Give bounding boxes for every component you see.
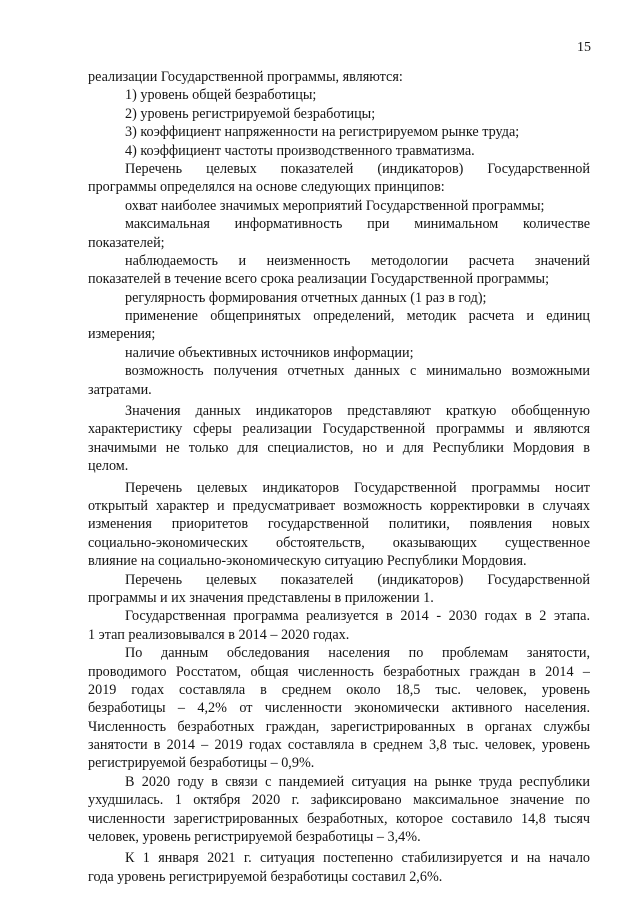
text-line: регистрируемой безработицы – 0,9%. (88, 755, 315, 772)
principle-item: возможность получения отчетных данных с минимально возможными (125, 363, 590, 380)
text-line: года уровень регистрируемой безработицы составил 2,6%. (88, 868, 443, 885)
text-line: изменения приоритетов государственной политики, появления новых (88, 516, 590, 533)
page-number: 15 (577, 40, 591, 55)
text-line: занятости в 2014 – 2019 годах составляла в среднем 3,8 тыс. человек, уровень (88, 737, 590, 754)
text-line: проводимого Росстатом, общая численность безработных граждан в 2014 – (88, 663, 590, 680)
text-line: открытый характер и предусматривает возможность корректировки в случаях (88, 497, 590, 514)
text-line: влияние на социально-экономическую ситуацию Республики Мордовия. (88, 553, 527, 570)
text-line: программы и их значения представлены в приложении 1. (88, 589, 434, 606)
text-line: целом. (88, 458, 129, 475)
paragraph-start: В 2020 году в связи с пандемией ситуация на рынке труда республики (125, 773, 590, 790)
text-line: безработицы – 4,2% от численности экономически активного населения. (88, 700, 590, 717)
paragraph-start: Государственная программа реализуется в 2014 - 2030 годах в 2 этапа. (125, 608, 590, 625)
text-line: программы определялся на основе следующих принципов: (88, 179, 445, 196)
text-line: показателей в течение всего срока реализации Государственной программы; (88, 271, 550, 288)
text-line: численности зарегистрированных безработных, которое составило 14,8 тысяч (88, 810, 590, 827)
text-line: ухудшилась. 1 октября 2020 г. зафиксировано максимальное значение по (88, 792, 590, 809)
text-line: затратами. (88, 381, 152, 398)
principle-item: максимальная информативность при минимальном количестве (125, 216, 590, 233)
document-body (88, 68, 590, 886)
principle-item: применение общепринятых определений, методик расчета и единиц (125, 308, 590, 325)
paragraph-start: Значения данных индикаторов представляют краткую обобщенную (125, 403, 590, 420)
text-line: реализации Государственной программы, являются: (88, 69, 403, 85)
text-line: показателей; (88, 234, 165, 251)
text-line: 1 этап реализовывался в 2014 – 2020 годах. (88, 626, 350, 643)
principle-item: охват наиболее значимых мероприятий Государственной программы; (125, 197, 545, 214)
list-item: 1) уровень общей безработицы; (125, 87, 317, 104)
list-item: 2) уровень регистрируемой безработицы; (125, 105, 376, 122)
text-line: значимыми не только для специалистов, но и для Республики Мордовия в (88, 439, 590, 456)
paragraph-start: По данным обследования населения по проблемам занятости, (125, 645, 590, 662)
list-item: 3) коэффициент напряженности на регистрируемом рынке труда; (125, 124, 520, 141)
paragraph-start: К 1 января 2021 г. ситуация постепенно стабилизируется и на начало (125, 850, 590, 867)
principle-item: регулярность формирования отчетных данных (1 раз в год); (125, 289, 487, 306)
paragraph-start: Перечень целевых индикаторов Государственной программы носит (125, 479, 590, 496)
principle-item: наблюдаемость и неизменность методологии расчета значений (125, 252, 590, 269)
text-line: 2019 годах составляла в среднем около 18,5 тыс. человек, уровень (88, 681, 590, 698)
text-line: Численность безработных граждан, зарегистрированных в органах службы (88, 718, 590, 735)
list-item: 4) коэффициент частоты производственного травматизма. (125, 142, 475, 159)
text-line: измерения; (88, 326, 156, 343)
text-line: человек, уровень регистрируемой безработицы – 3,4%. (88, 829, 421, 846)
principle-item: наличие объективных источников информации; (125, 344, 414, 361)
text-line: социально-экономических обстоятельств, оказывающих существенное (88, 534, 590, 551)
text-line: характеристику сферы реализации Государственной программы и являются (88, 421, 590, 438)
text-line: Перечень целевых показателей (индикаторов) Государственной (125, 160, 590, 177)
paragraph-start: Перечень целевых показателей (индикаторов) Государственной (125, 571, 590, 588)
